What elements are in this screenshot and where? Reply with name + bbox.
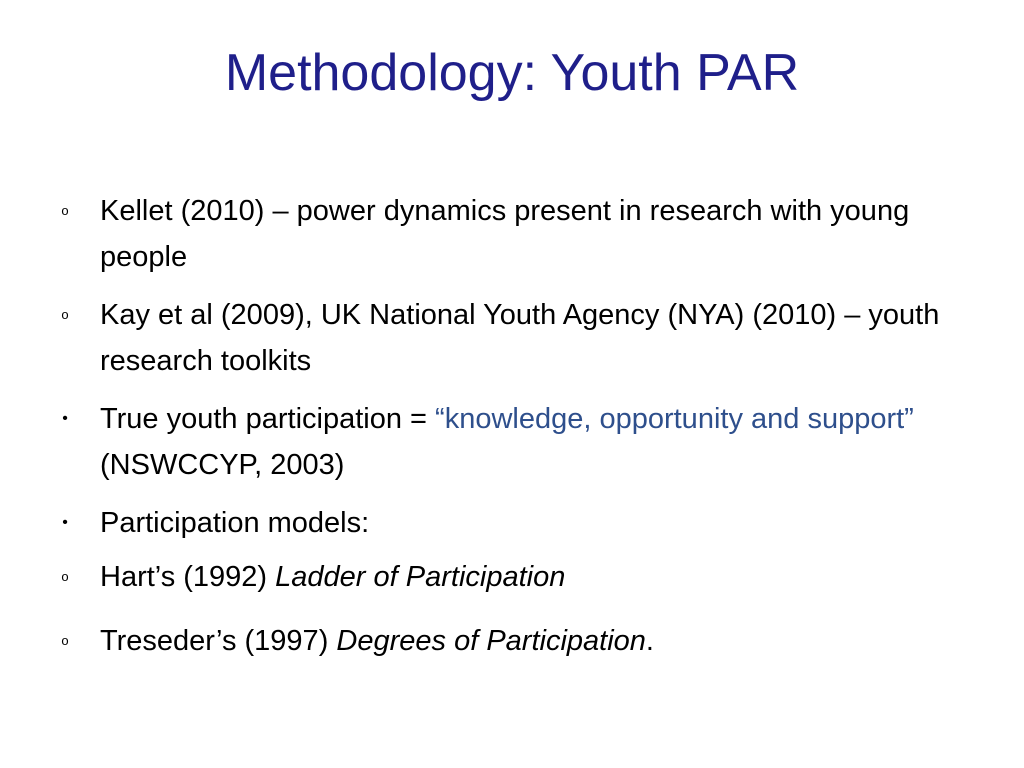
highlighted-quote: “knowledge, opportunity and support” — [435, 403, 914, 435]
model-title: Degrees of Participation — [336, 625, 646, 657]
bullet-hart — [55, 554, 955, 600]
bullet-text: Participation models: — [100, 507, 370, 539]
slide-title: Methodology: Youth PAR — [224, 44, 800, 102]
bullet-kellet — [55, 188, 955, 280]
bullet-list — [55, 188, 955, 664]
bullet-text: Kellet (2010) – power dynamics present in research with young people — [100, 195, 910, 273]
bullet-text: True youth participation = — [100, 403, 436, 435]
model-title: Ladder of Participation — [275, 561, 566, 593]
bullet-true-participation — [55, 396, 955, 488]
bullet-text: Kay et al (2009), UK National Youth Agency (NYA) (2010) – youth research toolkits — [100, 299, 940, 377]
dot-icon: • — [62, 514, 68, 531]
bullet-citation: (NSWCCYP, 2003) — [100, 449, 345, 481]
dot-icon: • — [62, 410, 68, 427]
bullet-treseder — [55, 618, 955, 664]
hollow-circle-icon: o — [61, 569, 69, 584]
bullet-text: Treseder’s (1997) — [100, 625, 337, 657]
hollow-circle-icon: o — [61, 203, 69, 218]
bullet-text: Hart’s (1992) — [100, 561, 276, 593]
hollow-circle-icon: o — [61, 633, 69, 648]
bullet-kay — [55, 292, 955, 384]
bullet-punctuation: . — [645, 625, 654, 657]
hollow-circle-icon: o — [61, 307, 69, 322]
bullet-participation-models — [55, 500, 955, 546]
